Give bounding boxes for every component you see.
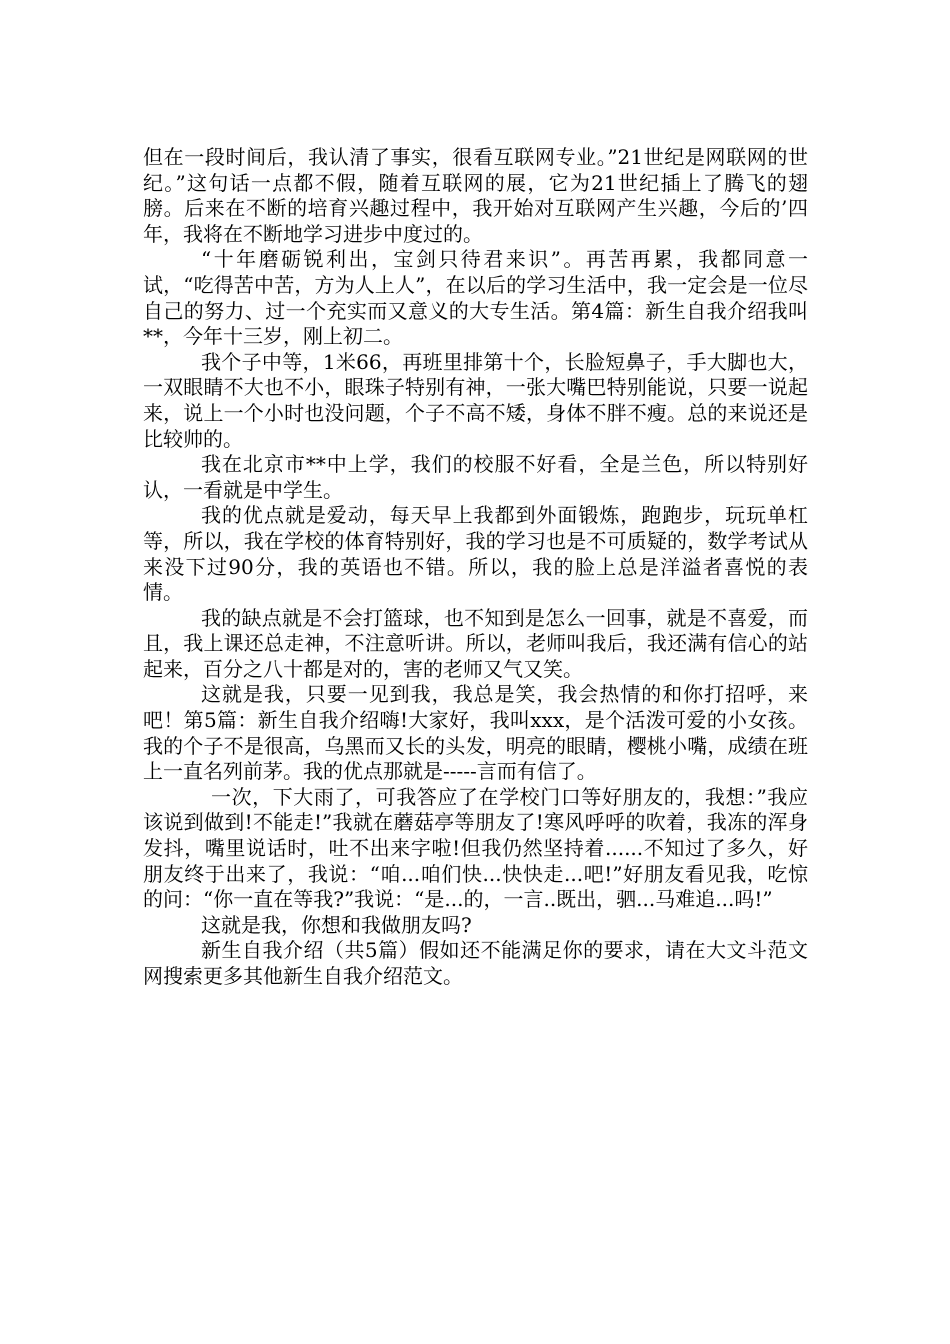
document-body [143, 145, 808, 990]
paragraph-5: 我的优点就是爱动，每天早上我都到外面锻炼，跑跑步，玩玩单杠等，所以，我在学校的体育特别好，我的学习也是不可质疑的，数学考试从来没下过90分，我的英语也不错。所以，我的脸上总是洋溢者喜悦的表情。 [143, 503, 808, 605]
paragraph-10: 新生自我介绍（共5篇）假如还不能满足你的要求，请在大文斗范文网搜索更多其他新生自我介绍范文。 [143, 938, 808, 988]
paragraph-1: 但在一段时间后，我认清了事实，很看互联网专业。”21世纪是网联网的世纪。”这句话一点都不假，随着互联网的展，它为21世纪插上了腾飞的翅膀。后来在不断的培育兴趣过程中，我开始对互联网产生兴趣，今后的’四年，我将在不断地学习进步中度过的。 [143, 145, 808, 246]
paragraph-8: 一次，下大雨了，可我答应了在学校门口等好朋友的，我想：”我应该说到做到!不能走!”我就在蘑菇亭等朋友了!寒风呼呼的吹着，我冻的浑身发抖，嘴里说话时，吐不出来字啦!但我仍然坚持着......不知过了多久，好朋友终于出来了，我说：“咱...咱们快...快快走...吧!”好朋友看见我，吃惊的问：“你一直在等我?”我说：“是...的，一言..既出，驷...马难追...吗!” [143, 784, 808, 912]
paragraph-7: 这就是我，只要一见到我，我总是笑，我会热情的和你打招呼，来吧！第5篇：新生自我介绍嗨!大家好，我叫xxx，是个活泼可爱的小女孩。我的个子不是很高，乌黑而又长的头发，明亮的眼睛，樱桃小嘴，成绩在班上一直名列前茅。我的优点那就是-----言而有信了。 [143, 682, 808, 784]
paragraph-6: 我的缺点就是不会打篮球，也不知到是怎么一回事，就是不喜爱，而且，我上课还总走神，不注意听讲。所以，老师叫我后，我还满有信心的站起来，百分之八十都是对的，害的老师又气又笑。 [143, 605, 808, 681]
paragraph-9: 这就是我，你想和我做朋友吗? [201, 912, 472, 937]
paragraph-4: 我在北京市**中上学，我们的校服不好看，全是兰色，所以特别好认，一看就是中学生。 [143, 452, 808, 502]
paragraph-2: “十年磨砺锐利出，宝剑只待君来识”。再苦再累，我都同意一试，“吃得苦中苦，方为人上人”，在以后的学习生活中，我一定会是一位尽自己的努力、过一个充实而又意义的大专生活。第4篇：新生自我介绍我叫**，今年十三岁，刚上初二。 [143, 247, 808, 349]
paragraph-3: 我个子中等，1米66，再班里排第十个，长脸短鼻子，手大脚也大，一双眼睛不大也不小，眼珠子特别有神，一张大嘴巴特别能说，只要一说起来，说上一个小时也没问题，个子不高不矮，身体不胖不瘦。总的来说还是比较帅的。 [143, 349, 808, 451]
